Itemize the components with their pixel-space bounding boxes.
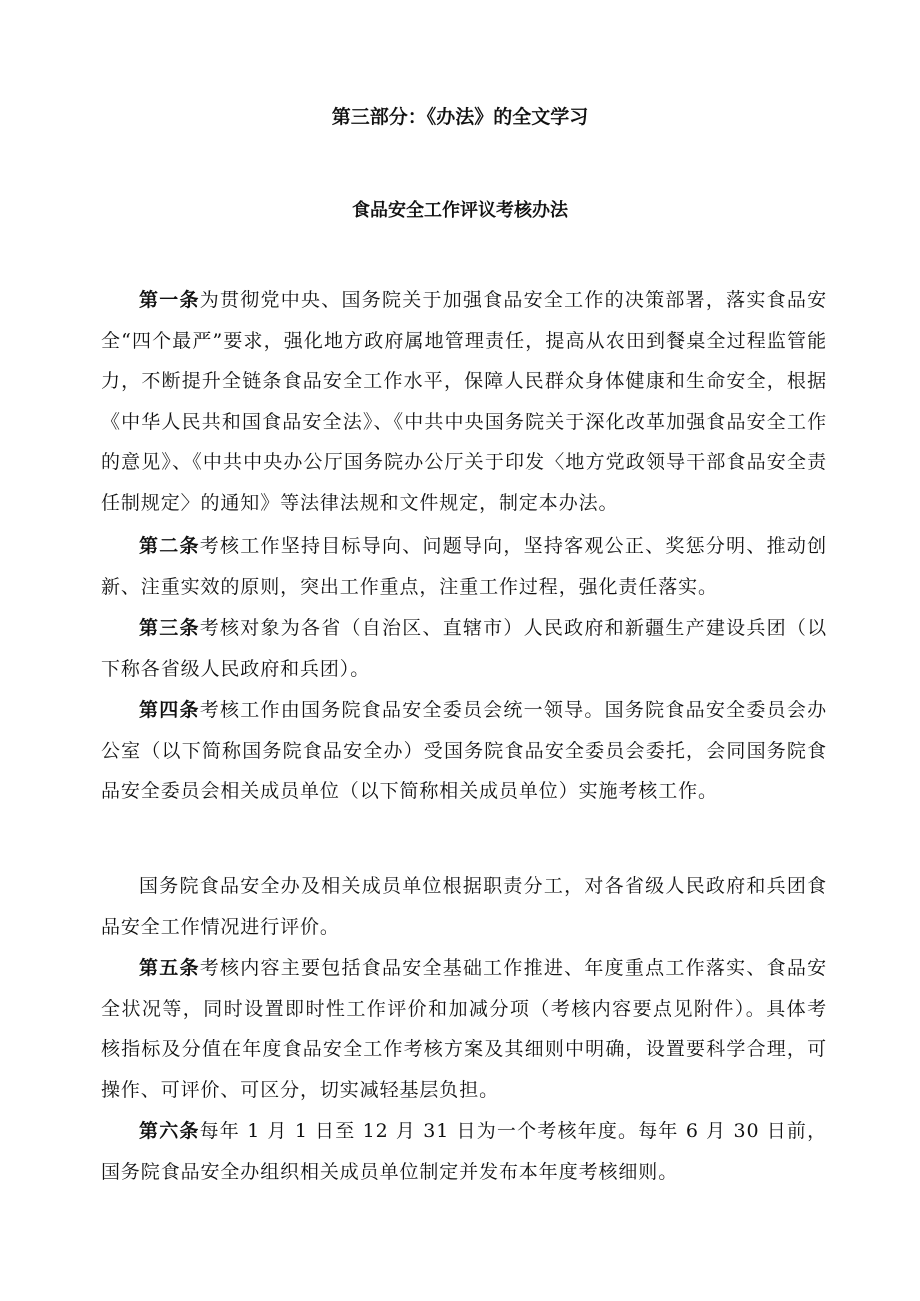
article-label: 第一条: [139, 289, 200, 311]
document-title: 食品安全工作评议考核办法: [352, 200, 568, 221]
article-text: 考核工作由国务院食品安全委员会统一领导。国务院食品安全委员会办公室（以下简称国务院食品安全办）受国务院食品安全委员会委托，会同国务院食品安全委员会相关成员单位（以下简称相关成员单位）实施考核工作。: [101, 699, 828, 802]
article-2-paragraph: [101, 526, 827, 607]
article-6-paragraph: [101, 1111, 827, 1192]
article-text: 为贯彻党中央、国务院关于加强食品安全工作的决策部署，落实食品安全“四个最严”要求，强化地方政府属地管理责任，提高从农田到餐桌全过程监管能力，不断提升全链条食品安全工作水平，保障人民群众身体健康和生命安全，根据《中华人民共和国食品安全法》、《中共中央国务院关于深化改革加强食品安全工作的意见》、《中共中央办公厅国务院办公厅关于印发〈地方党政领导干部食品安全责任制规定〉的通知》等法律法规和文件规定，制定本办法。: [101, 289, 828, 514]
article-4-continuation-paragraph: [101, 866, 827, 947]
article-1-paragraph: [101, 280, 827, 523]
article-4-paragraph: [101, 690, 827, 812]
section-title: 第三部分：《办法》的全文学习: [331, 106, 589, 128]
article-5-paragraph: [101, 948, 827, 1110]
article-label: 第三条: [139, 617, 200, 639]
article-text: 考核对象为各省（自治区、直辖市）人民政府和新疆生产建设兵团（以下称各省级人民政府和兵团）。: [101, 617, 828, 680]
article-text: 考核内容主要包括食品安全基础工作推进、年度重点工作落实、食品安全状况等，同时设置即时性工作评价和加减分项（考核内容要点见附件）。具体考核指标及分值在年度食品安全工作考核方案及其细则中明确，设置要科学合理，可操作、可评价、可区分，切实减轻基层负担。: [101, 957, 828, 1101]
article-label: 第四条: [139, 699, 200, 721]
article-label: 第五条: [139, 957, 200, 979]
paragraph-text: 国务院食品安全办及相关成员单位根据职责分工，对各省级人民政府和兵团食品安全工作情况进行评价。: [101, 875, 827, 938]
article-label: 第二条: [139, 535, 200, 557]
article-text: 每年 1 月 1 日至 12 月 31 日为一个考核年度。每年 6 月 30 日前，国务院食品安全办组织相关成员单位制定并发布本年度考核细则。: [101, 1120, 827, 1183]
article-text: 考核工作坚持目标导向、问题导向，坚持客观公正、奖惩分明、推动创新、注重实效的原则，突出工作重点，注重工作过程，强化责任落实。: [101, 535, 828, 598]
article-label: 第六条: [139, 1120, 200, 1142]
article-3-paragraph: [101, 608, 827, 689]
